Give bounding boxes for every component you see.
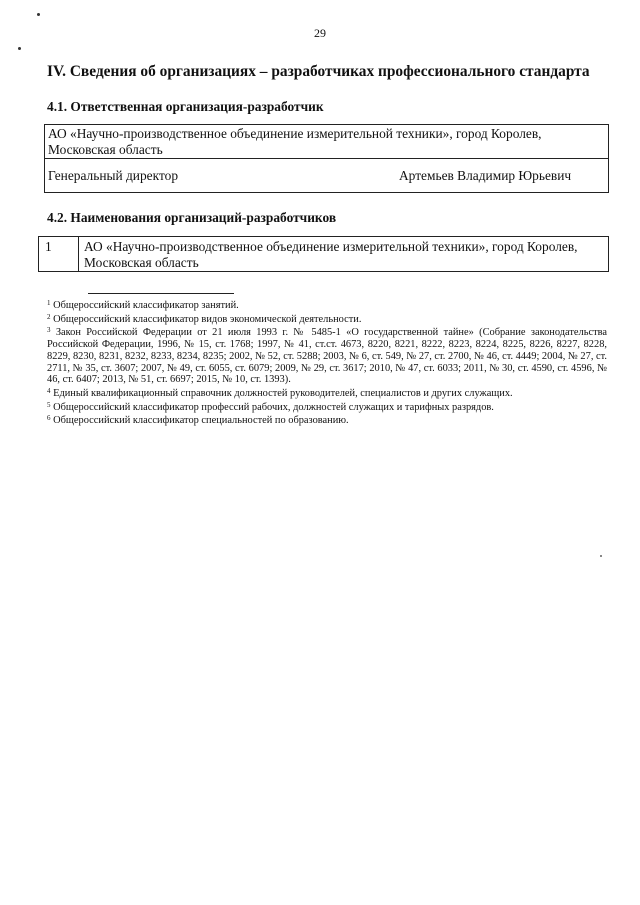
developer-orgs-heading: 4.2. Наименования организаций-разработчиков	[47, 210, 337, 225]
footnote: $^2$ Общероссийский классификатор видов экономической деятельности.	[47, 312, 362, 325]
footnote: $^5$ Общероссийский классификатор профессий рабочих, должностей служащих и тарифных разрядов.	[47, 400, 494, 413]
footnote: $^6$ Общероссийский классификатор специальностей по образованию.	[47, 414, 349, 427]
section-title: IV. Сведения об организациях – разработчиках профессионального стандарта	[47, 63, 590, 80]
scan-speck	[37, 13, 40, 16]
developer-org-name-line2: Московская область	[84, 255, 199, 270]
page-number: 29	[314, 26, 326, 40]
footnotes	[47, 298, 607, 427]
developer-org-name-line1: АО «Научно-производственное объединение измерительной техники», город Королев,	[84, 239, 578, 254]
footnote-separator	[88, 293, 234, 294]
scan-speck	[600, 555, 602, 557]
table-column-divider	[78, 236, 79, 272]
footnote: $^3$ Закон Российской Федерации от 21 июля 1993 г. № 5485-1 «О государственной тайне» (Собрание законодательства Российской Федерации, 1996, № 15, ст. 1768; 1997, № 41, ст.ст. 4673, 8220, 8221, 8222, 8223, 8224, 8225, 8226, 8227, 8228, 8229, 8230, 8231, 8232, 8233, 8234, 8235; 2002, № 52, ст. 5288; 2003, № 6, ст. 549, № 27, ст. 2700, № 46, ст. 4449; 2004, № 27, ст. 2711, № 35, ст. 3607; 2007, № 49, ст. 6055, ст. 6079; 2009, № 29, ст. 3617; 2010, № 47, ст. 6033; 2011, № 30, ст. 4590, ст. 4596, № 46, ст. 6407; 2013, № 51, ст. 6697; 2015, № 10, ст. 1393).	[47, 326, 607, 386]
scan-speck	[18, 47, 21, 50]
responsible-org-person: Артемьев Владимир Юрьевич	[399, 168, 572, 183]
footnote: $^4$ Единый квалификационный справочник должностей руководителей, специалистов и других служащих.	[47, 386, 513, 399]
responsible-org-heading: 4.1. Ответственная организация-разработчик	[47, 99, 324, 114]
responsible-org-name-line1: АО «Научно-производственное объединение измерительной техники», город Королев,	[48, 126, 542, 141]
footnote: $^1$ Общероссийский классификатор занятий.	[47, 299, 239, 311]
responsible-org-name-line2: Московская область	[48, 142, 163, 157]
responsible-org-position: Генеральный директор	[48, 168, 179, 183]
developer-org-number: 1	[45, 239, 52, 254]
